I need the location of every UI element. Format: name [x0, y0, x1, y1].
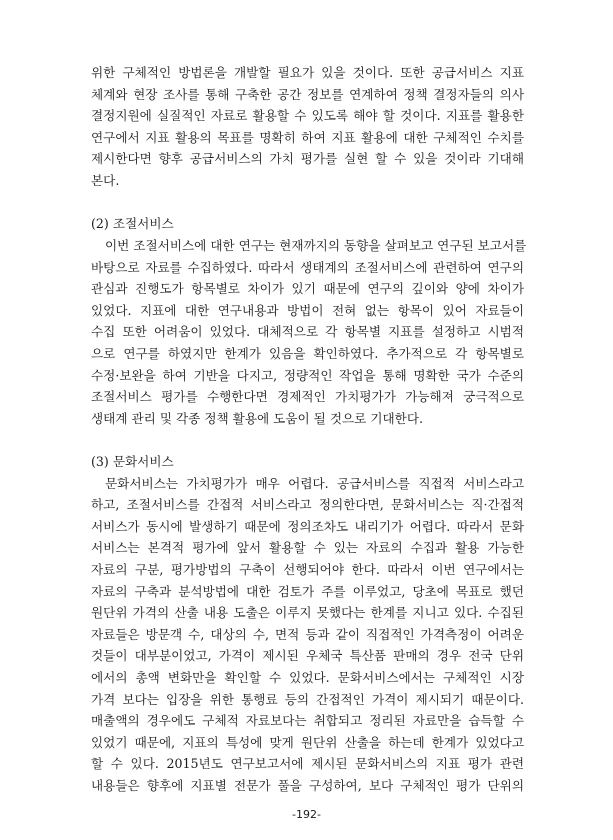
text-line: 제시한다면 향후 공급서비스의 가치 평가를 실현 할 수 있을 것이라 기대해	[91, 151, 524, 167]
text-line: 생태계 관리 및 각종 정책 활용에 도움이 될 것으로 기대한다.	[91, 410, 424, 426]
text-line: 조절서비스 평가를 수행한다면 경제적인 가치평가가 가능해져 궁극적으로	[91, 389, 524, 405]
page-number: -192-	[292, 808, 321, 821]
text-line: 가격 보다는 입장을 위한 통행료 등의 간접적인 가격이 제시되기 때문이다.	[91, 691, 524, 707]
text-line: 할 수 있다. 2015년도 연구보고서에 제시된 문화서비스의 지표 평가 관련	[91, 756, 524, 772]
section-heading: (3) 문화서비스	[91, 453, 174, 469]
text-line: 서비스는 본격적 평가에 앞서 활용할 수 있는 자료의 수집과 활용 가능한	[91, 540, 524, 556]
text-line: 연구에서 지표 활용의 목표를 명확히 하여 지표 활용에 대한 구체적인 수치를	[91, 129, 524, 145]
section-heading: (2) 조절서비스	[91, 216, 174, 232]
text-line: 문화서비스는 가치평가가 매우 어렵다. 공급서비스를 직접적 서비스라고	[105, 475, 524, 491]
text-line: 것들이 대부분이었고, 가격이 제시된 우체국 특산품 판매의 경우 전국 단위	[91, 648, 524, 664]
text-line: 에서의 총액 변화만을 확인할 수 있었다. 문화서비스에서는 구체적인 시장	[91, 670, 524, 685]
text-line: 이번 조절서비스에 대한 연구는 현재까지의 동향을 살펴보고 연구된 보고서를	[105, 237, 527, 253]
text-line: 서비스가 동시에 발생하기 때문에 정의조차도 내리기가 어렵다. 따라서 문화	[91, 518, 524, 534]
text-line: 자료의 구축과 분석방법에 대한 검토가 주를 이루었고, 당초에 목표로 했던	[91, 583, 524, 599]
text-line: 매출액의 경우에도 구체적 자료보다는 취합되고 정리된 자료만을 습득할 수	[91, 713, 524, 729]
text-line: 있었다. 지표에 대한 연구내용과 방법이 전혀 없는 항목이 있어 자료들이	[91, 302, 524, 318]
text-line: 내용들은 향후에 지표별 전문가 풀을 구성하여, 보다 구체적인 평가 단위의	[91, 778, 524, 793]
text-line: 위한 구체적인 방법론을 개발할 필요가 있을 것이다. 또한 공급서비스 지표	[91, 65, 524, 80]
text-line: 자료들은 방문객 수, 대상의 수, 면적 등과 같이 직접적인 가격측정이 어려운	[91, 626, 524, 642]
text-line: 본다.	[91, 173, 120, 188]
text-line: 결정지원에 실질적인 자료로 활용할 수 있도록 해야 할 것이다. 지표를 활용한	[91, 108, 524, 124]
text-line: 원단위 가격의 산출 내용 도출은 이루지 못했다는 한계를 지니고 있다. 수집된	[91, 605, 524, 621]
text-line: 바탕으로 자료를 수집하였다. 따라서 생태계의 조절서비스에 관련하여 연구의	[91, 259, 524, 275]
text-line: 으로 연구를 하였지만 한계가 있음을 확인하였다. 추가적으로 각 항목별로	[91, 345, 524, 361]
text-line: 자료의 구분, 평가방법의 구축이 선행되어야 한다. 따라서 이번 연구에서는	[91, 561, 524, 577]
text-line: 수집 또한 어려움이 있었다. 대체적으로 각 항목별 지표를 설정하고 시범적	[91, 324, 524, 340]
text-line: 있었기 때문에, 지표의 특성에 맞게 원단위 산출을 하는데 한계가 있었다고	[91, 734, 524, 750]
text-line: 하고, 조절서비스를 간접적 서비스라고 정의한다면, 문화서비스는 직·간접적	[91, 497, 524, 513]
text-line: 체계와 현장 조사를 통해 구축한 공간 정보를 연계하여 정책 결정자들의 의사	[91, 86, 524, 102]
text-line: 관심과 진행도가 항목별로 차이가 있기 때문에 연구의 깊이와 양에 차이가	[91, 281, 524, 297]
text-line: 수정·보완을 하여 기반을 다지고, 정량적인 작업을 통해 명확한 국가 수준의	[91, 367, 524, 383]
